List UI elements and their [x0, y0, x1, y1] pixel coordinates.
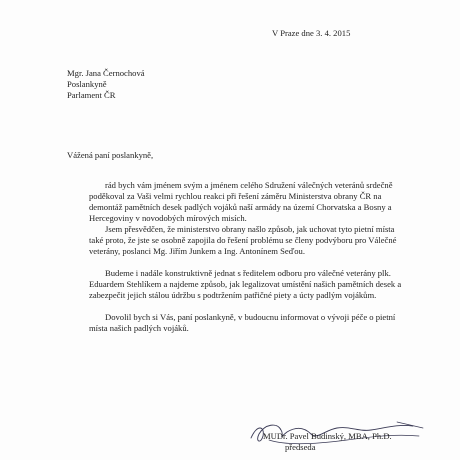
body-line: poděkoval za Vaši velmi rychlou reakci při řešení záměru Ministerstva obrany ČR na: [89, 191, 382, 201]
recipient-institution: Parlament ČR: [67, 90, 116, 100]
signer-name: MUDr. Pavel Budinský, MBA, Ph.D.: [263, 431, 392, 441]
recipient-address: [67, 68, 145, 101]
paragraph-gap: [89, 257, 409, 268]
recipient-name: Mgr. Jana Černochová: [67, 68, 145, 78]
body-line: místa našich padlých vojáků.: [89, 323, 189, 333]
body-line: Jsem přesvědčen, že ministerstvo obrany našlo způsob, jak uchovat tyto pietní místa: [105, 224, 395, 234]
body-line: demontáž pamětních desek padlých vojáků naší armády na území Chorvatska a Bosny a: [89, 202, 392, 212]
date-line: V Praze dne 3. 4. 2015: [272, 28, 351, 38]
salutation: Vážená paní poslankyně,: [67, 150, 154, 160]
body-line: také proto, že jste se osobně zapojila do řešení problému se členy podvýboru pro Válečné: [89, 235, 397, 245]
recipient-title: Poslankyně: [67, 79, 107, 89]
paragraph-gap: [89, 301, 409, 312]
body-line: Eduardem Stehlíkem a najdeme způsob, jak legalizovat umístění našich pamětních desek a: [89, 279, 402, 289]
body-line: Dovolil bych si Vás, paní poslankyně, v budoucnu informovat o vývoji péče o pietní: [105, 312, 396, 322]
letter-body: [89, 180, 409, 334]
body-line: veterány, poslanci Mg. Jiřím Junkem a Ing. Antonínem Seďou.: [89, 246, 305, 256]
body-line: zabezpečit jejich stálou údržbu s podtržením patřičné piety a úcty padlým vojákům.: [89, 290, 377, 300]
body-line: rád bych vám jménem svým a jménem celého Sdružení válečných veteránů srdečně: [105, 180, 393, 190]
signer-role: předseda: [285, 442, 316, 452]
signature-block: [247, 420, 427, 460]
body-line: Hercegoviny v novodobých mírových misích.: [89, 213, 247, 223]
body-line: Budeme i nadále konstruktivně jednat s ředitelem odboru pro válečné veterány plk.: [105, 268, 391, 278]
